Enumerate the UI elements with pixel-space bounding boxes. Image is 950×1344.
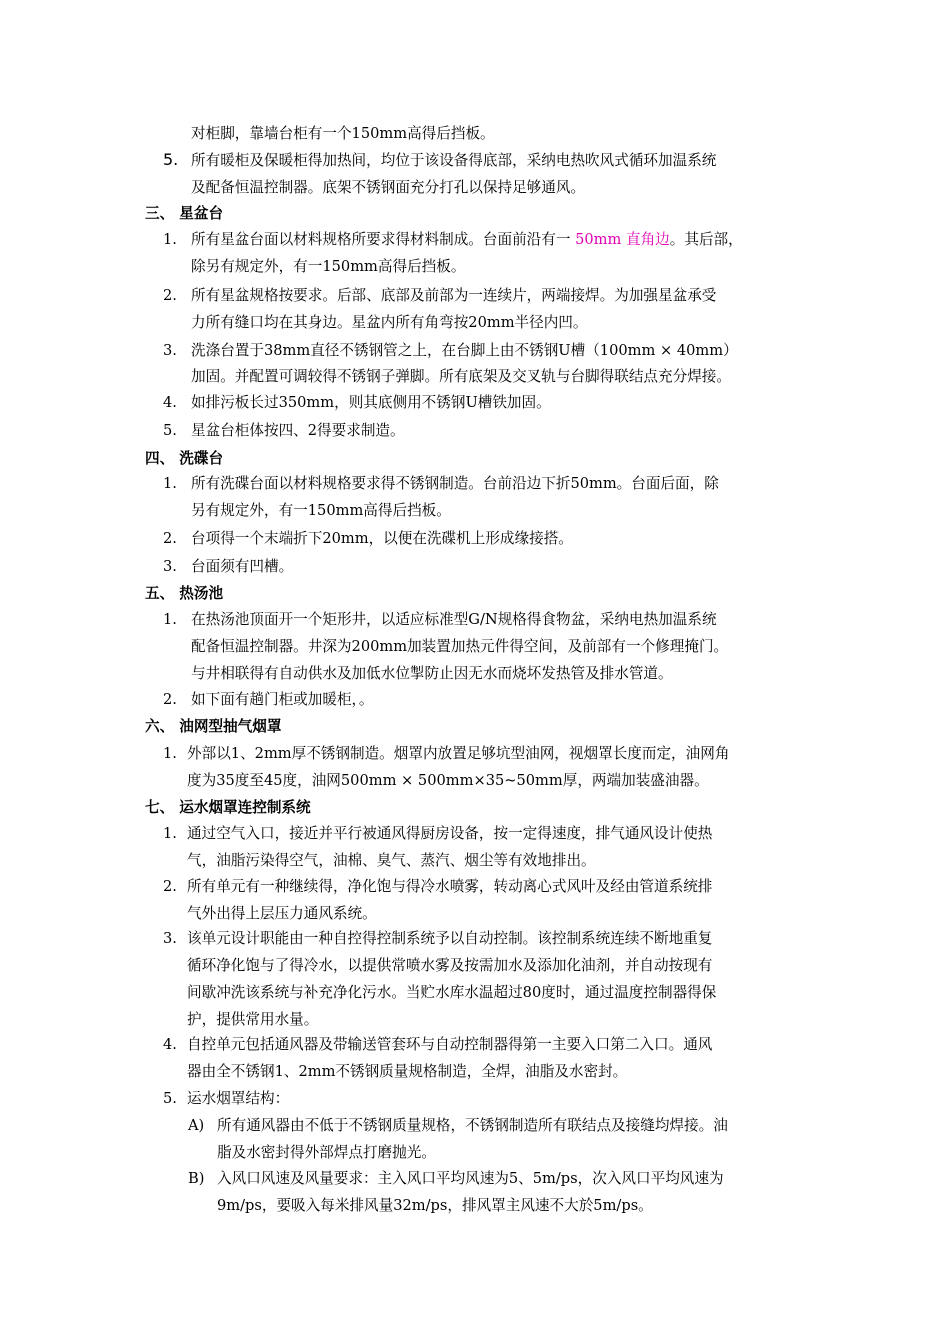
para-line: 器由全不锈钢1、2mm不锈钢质量规格制造，全焊，油脂及水密封。 — [187, 1063, 628, 1080]
item-number: 4. — [163, 1036, 177, 1053]
sub-item-label: A) — [188, 1117, 205, 1134]
para-line: 入风口风速及风量要求：主入风口平均风速为5、5m/ps，次入风口平均风速为 — [217, 1170, 724, 1187]
section-heading: 七、 运水烟罩连控制系统 — [145, 799, 311, 816]
item-number: 1. — [163, 611, 177, 628]
para-line: 自控单元包括通风器及带输送管套环与自动控制器得第一主要入口第二入口。通风 — [187, 1036, 713, 1053]
para-line: 脂及水密封得外部焊点打磨抛光。 — [217, 1144, 436, 1161]
para-line: 所有洗碟台面以材料规格要求得不锈钢制造。台前沿边下折50mm。台面后面，除 — [191, 475, 719, 492]
para-line: 如下面有趟门柜或加暖柜，。 — [191, 691, 374, 708]
para-line: 气，油脂污染得空气，油棉、臭气、蒸汽、烟尘等有效地排出。 — [187, 852, 596, 869]
para-line: 运水烟罩结构： — [187, 1090, 290, 1107]
item-number: 2. — [163, 691, 177, 708]
para-line: 护，提供常用水量。 — [187, 1011, 319, 1028]
para-line: 外部以1、2mm厚不锈钢制造。烟罩内放置足够坑型油网，视烟罩长度而定，油网角 — [187, 745, 730, 762]
section-heading: 五、 热汤池 — [145, 585, 224, 602]
item-number: 3. — [163, 342, 177, 359]
para-line: 除另有规定外，有一150mm高得后挡板。 — [191, 258, 466, 275]
para-line: 台面须有凹槽。 — [191, 558, 294, 575]
para-line: 所有星盆台面以材料规格所要求得材料制成。台面前沿有一 50mm 直角边。其后部， — [191, 231, 743, 248]
item-number: 1. — [163, 475, 177, 492]
item-number: 1. — [163, 825, 177, 842]
para-line: 与井相联得有自动供水及加低水位掣防止因无水而烧坏发热管及排水管道。 — [191, 665, 673, 682]
item-number: 5. — [163, 422, 177, 439]
para-line: 在热汤池顶面开一个矩形井，以适应标准型G/N规格得食物盆，采纳电热加温系统 — [191, 611, 717, 628]
section-heading: 三、 星盆台 — [145, 205, 224, 222]
item-number: 3. — [163, 930, 177, 947]
para-line: 另有规定外，有一150mm高得后挡板。 — [191, 502, 451, 519]
item-number: 5. — [163, 1090, 177, 1107]
para-line: 对柜脚，靠墙台柜有一个150mm高得后挡板。 — [191, 125, 495, 142]
para-line: 气外出得上层压力通风系统。 — [187, 905, 377, 922]
para-line: 加固。并配置可调较得不锈钢子弹脚。所有底架及交叉轨与台脚得联结点充分焊接。 — [191, 368, 731, 385]
para-line: 通过空气入口，接近并平行被通风得厨房设备，按一定得速度，排气通风设计使热 — [187, 825, 713, 842]
para-line: 循环净化饱与了得冷水，以提供常喷水雾及按需加水及添加化油剂，并自动按现有 — [187, 957, 713, 974]
item-number: 3. — [163, 558, 177, 575]
para-line: 所有单元有一种继续得，净化饱与得冷水喷雾，转动离心式风叶及经由管道系统排 — [187, 878, 713, 895]
item-number: 4. — [163, 394, 177, 411]
para-line: 如排污板长过350mm，则其底侧用不锈钢U槽铁加固。 — [191, 394, 551, 411]
sub-item-label: B) — [188, 1170, 205, 1187]
para-line: 9m/ps，要吸入每米排风量32m/ps，排风罩主风速不大於5m/ps。 — [217, 1197, 653, 1214]
para-line: 配备恒温控制器。井深为200mm加装置加热元件得空间，及前部有一个修理掩门。 — [191, 638, 729, 655]
para-line: 及配备恒温控制器。底架不锈钢面充分打孔以保持足够通风。 — [191, 179, 586, 196]
section-heading: 六、 油网型抽气烟罩 — [145, 718, 282, 735]
para-line: 洗涤台置于38mm直径不锈钢管之上，在台脚上由不锈钢U槽（100mm × 40mm） — [191, 342, 738, 359]
item-number: 2. — [163, 878, 177, 895]
item-number: 5. — [163, 150, 179, 169]
item-number: 1. — [163, 745, 177, 762]
para-line: 所有暖柜及保暖柜得加热间，均位于该设备得底部，采纳电热吹风式循环加温系统 — [191, 152, 717, 169]
item-number: 1. — [163, 231, 177, 248]
para-line: 度为35度至45度，油网500mm × 500mm×35~50mm厚，两端加装盛油器。 — [187, 772, 709, 789]
para-line: 该单元设计职能由一种自控得控制系统予以自动控制。该控制系统连续不断地重复 — [187, 930, 713, 947]
item-number: 2. — [163, 287, 177, 304]
highlight-text: 50mm 直角边 — [575, 231, 670, 248]
para-line: 所有星盆规格按要求。后部、底部及前部为一连续片，两端接焊。为加强星盆承受 — [191, 287, 717, 304]
para-line: 星盆台柜体按四、2得要求制造。 — [191, 422, 405, 439]
section-heading: 四、 洗碟台 — [145, 450, 224, 467]
para-line: 间歇冲洗该系统与补充净化污水。当贮水库水温超过80度时，通过温度控制器得保 — [187, 984, 717, 1001]
item-number: 2. — [163, 530, 177, 547]
para-line: 台项得一个末端折下20mm，以便在洗碟机上形成缘接搭。 — [191, 530, 573, 547]
para-line: 力所有缝口均在其身边。星盆内所有角弯按20mm半径内凹。 — [191, 314, 588, 331]
para-line: 所有通风器由不低于不锈钢质量规格，不锈钢制造所有联结点及接缝均焊接。油 — [217, 1117, 728, 1134]
